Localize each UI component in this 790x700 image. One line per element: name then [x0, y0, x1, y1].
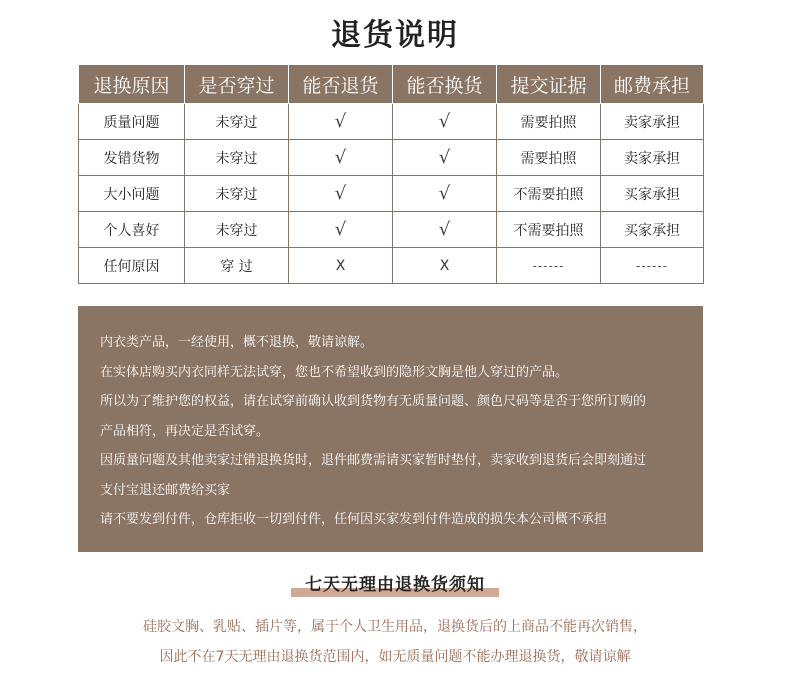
check-icon: √: [289, 176, 393, 212]
check-icon: √: [289, 104, 393, 140]
cell-evidence: ------: [497, 248, 601, 284]
header-postage: 邮费承担: [601, 65, 704, 104]
cell-reason: 个人喜好: [79, 212, 185, 248]
cell-postage: 卖家承担: [601, 140, 704, 176]
cell-postage: 卖家承担: [601, 104, 704, 140]
cell-evidence: 不需要拍照: [497, 212, 601, 248]
cell-worn: 未穿过: [185, 176, 289, 212]
cell-evidence: 需要拍照: [497, 104, 601, 140]
cross-icon: X: [393, 248, 497, 284]
cell-reason: 大小问题: [79, 176, 185, 212]
table-row: [79, 176, 704, 212]
cell-evidence: 不需要拍照: [497, 176, 601, 212]
cell-postage: ------: [601, 248, 704, 284]
return-policy-table: [78, 64, 704, 284]
notice-line: 因质量问题及其他卖家过错退换货时，退件邮费需请买家暂时垫付，卖家收到退货后会即刻通过: [100, 453, 647, 468]
header-reason: 退换原因: [79, 65, 185, 104]
cross-icon: X: [289, 248, 393, 284]
cell-postage: 买家承担: [601, 212, 704, 248]
check-icon: √: [393, 212, 497, 248]
cell-reason: 质量问题: [79, 104, 185, 140]
check-icon: √: [393, 140, 497, 176]
table-row: [79, 140, 704, 176]
cell-reason: 任何原因: [79, 248, 185, 284]
notice-line: 请不要发到付件，仓库拒收一切到付件，任何因买家发到付件造成的损失本公司概不承担: [100, 512, 608, 527]
seven-day-line: 因此不在7天无理由退换货范围内，如无质量问题不能办理退换货，敬请谅解: [159, 649, 631, 665]
table-row: [79, 212, 704, 248]
table-header-row: [79, 65, 704, 104]
notice-line: 所以为了维护您的权益，请在试穿前确认收到货物有无质量问题、颜色尺码等是否于您所订购的: [100, 394, 647, 409]
table-row: [79, 248, 704, 284]
notice-line: 内衣类产品，一经使用，概不退换，敬请谅解。: [100, 335, 374, 350]
seven-day-heading: [291, 570, 499, 595]
cell-evidence: 需要拍照: [497, 140, 601, 176]
cell-worn: 未穿过: [185, 212, 289, 248]
cell-worn: 穿 过: [185, 248, 289, 284]
seven-day-line: 硅胶文胸、乳贴、插片等，属于个人卫生用品，退换货后的上商品不能再次销售，: [143, 619, 647, 635]
header-can-exchange: 能否换货: [393, 65, 497, 104]
header-can-return: 能否退货: [289, 65, 393, 104]
header-worn: 是否穿过: [185, 65, 289, 104]
seven-day-section: [0, 570, 790, 595]
notice-line: 在实体店购买内衣同样无法试穿，您也不希望收到的隐形文胸是他人穿过的产品。: [100, 364, 569, 380]
check-icon: √: [289, 212, 393, 248]
header-evidence: 提交证据: [497, 65, 601, 104]
notice-panel: [78, 306, 703, 552]
page-title: 退货说明: [331, 18, 459, 53]
notice-line: 支付宝退还邮费给买家: [100, 482, 231, 498]
cell-worn: 未穿过: [185, 104, 289, 140]
check-icon: √: [393, 104, 497, 140]
cell-reason: 发错货物: [79, 140, 185, 176]
seven-day-heading-text: 七天无理由退换货须知: [305, 575, 485, 595]
notice-line: 产品相符，再决定是否试穿。: [100, 423, 270, 439]
table-row: [79, 104, 704, 140]
cell-worn: 未穿过: [185, 140, 289, 176]
cell-postage: 买家承担: [601, 176, 704, 212]
check-icon: √: [289, 140, 393, 176]
check-icon: √: [393, 176, 497, 212]
seven-day-notes: [0, 612, 790, 672]
